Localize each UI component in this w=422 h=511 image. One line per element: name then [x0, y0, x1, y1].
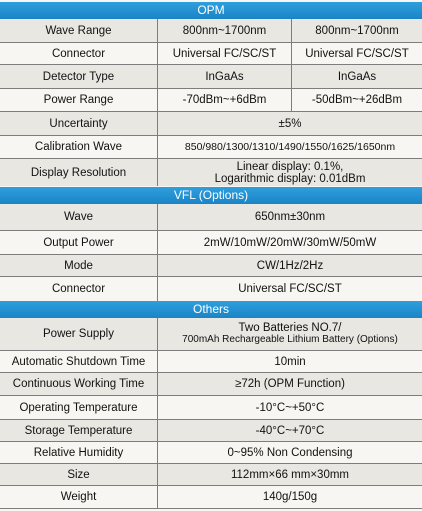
row-label: Storage Temperature: [0, 420, 158, 441]
row-label: Continuous Working Time: [0, 373, 158, 395]
row-wave-range: [0, 19, 422, 43]
row-value-2: -50dBm~+26dBm: [311, 94, 403, 106]
row-value: 140g/150g: [262, 491, 318, 503]
row-label: Power Supply: [0, 318, 158, 350]
row-value: -40°C~+70°C: [255, 424, 325, 437]
row-wave: [0, 204, 422, 231]
row-value: ±5%: [278, 117, 302, 130]
row-auto-shutdown: [0, 351, 422, 373]
row-value-2: InGaAs: [337, 70, 377, 83]
row-value-line-2: Logarithmic display: 0.01dBm: [214, 172, 366, 185]
row-label: Relative Humidity: [0, 442, 158, 463]
row-label: Power Range: [0, 89, 158, 111]
row-value: [158, 318, 422, 350]
row-label: Connector: [0, 277, 158, 301]
row-operating-temperature: [0, 396, 422, 420]
row-label: Display Resolution: [0, 159, 158, 186]
row-value-line-2: 700mAh Rechargeable Lithium Battery (Options): [182, 334, 398, 345]
row-value: 10min: [274, 355, 306, 368]
row-value-1: 800nm~1700nm: [158, 19, 292, 42]
row-label: Calibration Wave: [0, 136, 158, 158]
row-label: Output Power: [0, 231, 158, 254]
section-header-opm: OPM: [0, 2, 422, 19]
row-storage-temperature: [0, 420, 422, 442]
row-weight: [0, 486, 422, 509]
row-value-2: Universal FC/SC/ST: [305, 47, 409, 60]
row-uncertainty: [0, 112, 422, 136]
row-label: Wave Range: [0, 19, 158, 42]
row-mode: [0, 255, 422, 277]
row-value: 112mm×66 mm×30mm: [230, 468, 350, 481]
row-power-range: [0, 89, 422, 112]
row-label: Automatic Shutdown Time: [0, 351, 158, 372]
row-value-1: Universal FC/SC/ST: [158, 43, 292, 64]
section-header-others: Others: [0, 301, 422, 318]
row-size: [0, 464, 422, 486]
row-calibration-wave: [0, 136, 422, 159]
row-value-1: InGaAs: [158, 65, 292, 88]
row-value: 2mW/10mW/20mW/30mW/50mW: [203, 236, 377, 249]
row-label: Wave: [0, 204, 158, 230]
row-value: 650nm±30nm: [254, 211, 326, 223]
row-connector: [0, 43, 422, 65]
row-label: Uncertainty: [0, 112, 158, 135]
row-label: Size: [0, 464, 158, 485]
row-value-line-1: Two Batteries NO.7/: [238, 322, 342, 334]
row-value: CW/1Hz/2Hz: [256, 259, 324, 272]
section-header-vfl: VFL (Options): [0, 187, 422, 204]
row-value: 850/980/1300/1310/1490/1550/1625/1650nm: [184, 141, 396, 153]
row-value: [158, 159, 422, 186]
row-label: Operating Temperature: [0, 396, 158, 419]
row-value: Universal FC/SC/ST: [238, 283, 342, 295]
row-detector-type: [0, 65, 422, 89]
row-value: -10°C~+50°C: [255, 401, 325, 414]
row-display-resolution: [0, 159, 422, 186]
row-label: Connector: [0, 43, 158, 64]
row-vfl-connector: [0, 277, 422, 301]
row-value-1: -70dBm~+6dBm: [158, 89, 292, 111]
row-label: Weight: [0, 486, 158, 508]
row-value: 0~95% Non Condensing: [227, 446, 353, 459]
row-output-power: [0, 231, 422, 255]
row-label: Detector Type: [0, 65, 158, 88]
row-continuous-working: [0, 373, 422, 396]
row-value-2: 800nm~1700nm: [315, 24, 399, 37]
row-relative-humidity: [0, 442, 422, 464]
row-label: Mode: [0, 255, 158, 276]
row-value: ≥72h (OPM Function): [235, 378, 345, 390]
row-value-line-1: Linear display: 0.1%,: [236, 160, 344, 173]
row-power-supply: [0, 318, 422, 351]
